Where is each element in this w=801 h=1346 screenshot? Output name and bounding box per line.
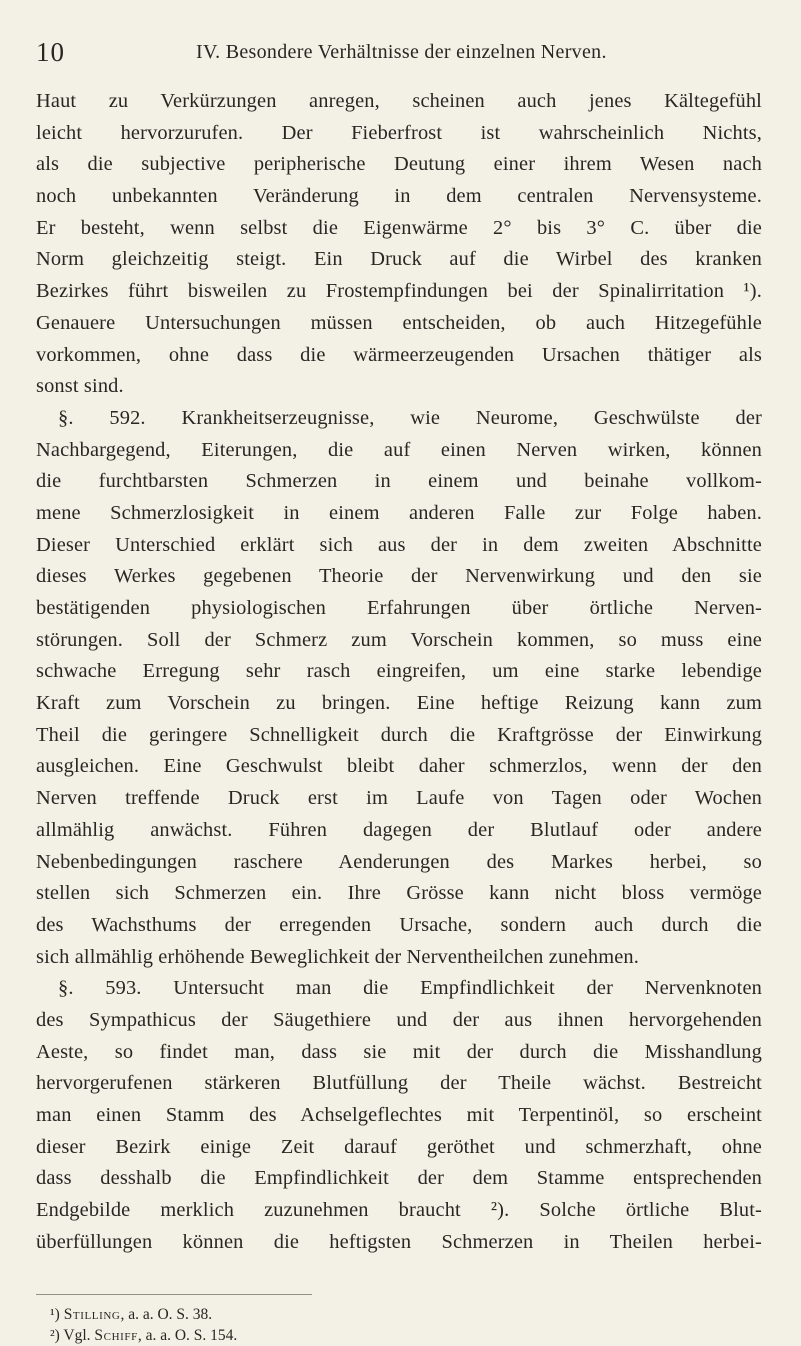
- text-line: Norm gleichzeitig steigt. Ein Druck auf die Wirbel des kranken: [36, 248, 762, 271]
- text-line: hervorgerufenen stärkeren Blutfüllung der Theile wächst. Bestreicht: [36, 1072, 762, 1095]
- text-line: dieser Bezirk einige Zeit darauf geröthet und schmerzhaft, ohne: [36, 1135, 762, 1158]
- text-line: Nachbargegend, Eiterungen, die auf einen Nerven wirken, können: [36, 438, 762, 461]
- text-line: dieses Werkes gegebenen Theorie der Nervenwirkung und den sie: [36, 565, 762, 588]
- text-line: schwache Erregung sehr rasch eingreifen, um eine starke lebendige: [36, 660, 762, 683]
- text-line: Dieser Unterschied erklärt sich aus der in dem zweiten Abschnitte: [36, 533, 762, 556]
- text-line: Endgebilde merklich zuzunehmen braucht ²). Solche örtliche Blut-: [36, 1199, 762, 1222]
- text-line: die furchtbarsten Schmerzen in einem und beinahe vollkom-: [36, 470, 762, 493]
- text-line: leicht hervorzurufen. Der Fieberfrost ist wahrscheinlich Nichts,: [36, 121, 762, 144]
- text-line: Aeste, so findet man, dass sie mit der durch die Misshandlung: [36, 1040, 762, 1063]
- footnote-marker: ²): [50, 1327, 60, 1344]
- text-line: störungen. Soll der Schmerz zum Vorschein kommen, so muss eine: [36, 628, 762, 651]
- footnote-2: [50, 1325, 750, 1346]
- text-line: Er besteht, wenn selbst die Eigenwärme 2° bis 3° C. über die: [36, 216, 762, 239]
- text-line: ausgleichen. Eine Geschwulst bleibt daher schmerzlos, wenn der den: [36, 755, 762, 778]
- page-number: 10: [36, 37, 65, 67]
- running-head: IV. Besondere Verhältnisse der einzelnen Nerven.: [196, 41, 607, 63]
- text-line: Genauere Untersuchungen müssen entscheiden, ob auch Hitzegefühle: [36, 311, 762, 334]
- footnote-author: Stilling: [63, 1306, 121, 1323]
- text-line: Nebenbedingungen raschere Aenderungen des Markes herbei, so: [36, 850, 762, 873]
- body-text: [36, 86, 762, 1258]
- text-line: Haut zu Verkürzungen anregen, scheinen auch jenes Kältegefühl: [36, 90, 762, 112]
- text-line: Nerven treffende Druck erst im Laufe von Tagen oder Wochen: [36, 787, 762, 810]
- text-line: des Wachsthums der erregenden Ursache, sondern auch durch die: [36, 913, 762, 936]
- text-line: noch unbekannten Veränderung in dem centralen Nervensysteme.: [36, 185, 762, 208]
- text-line: Theil die geringere Schnelligkeit durch die Kraftgrösse der Einwirkung: [36, 723, 762, 746]
- text-line: mene Schmerzlosigkeit in einem anderen Falle zur Folge haben.: [36, 501, 762, 524]
- footnote-divider: [36, 1294, 312, 1295]
- footnote-marker: ¹): [50, 1306, 60, 1323]
- footnote-text: , a. a. O. S. 38.: [120, 1306, 213, 1323]
- text-line: überfüllungen können die heftigsten Schmerzen in Theilen herbei-: [36, 1230, 762, 1253]
- text-line: allmählig anwächst. Führen dagegen der Blutlauf oder andere: [36, 818, 762, 841]
- text-line: dass desshalb die Empfindlichkeit der dem Stamme entsprechenden: [36, 1167, 762, 1190]
- footnote-1: [50, 1304, 750, 1325]
- text-line: stellen sich Schmerzen ein. Ihre Grösse kann nicht bloss vermöge: [36, 882, 762, 905]
- text-line: als die subjective peripherische Deutung einer ihrem Wesen nach: [36, 153, 762, 176]
- footnote-author: Schiff: [94, 1327, 138, 1344]
- text-line: man einen Stamm des Achselgeflechtes mit Terpentinöl, so erscheint: [36, 1104, 762, 1126]
- text-line: des Sympathicus der Säugethiere und der aus ihnen hervorgehenden: [36, 1008, 762, 1031]
- paragraph-592-start: §. 592. Krankheitserzeugnisse, wie Neurome, Geschwülste der: [58, 406, 762, 429]
- footnotes: [50, 1304, 750, 1346]
- text-line: sonst sind.: [36, 375, 124, 398]
- text-line: sich allmählig erhöhende Beweglichkeit der Nerventheilchen zunehmen.: [36, 945, 640, 968]
- paragraph-593-start: §. 593. Untersucht man die Empfindlichkeit der Nervenknoten: [58, 977, 762, 1000]
- footnote-prefix: Vgl.: [63, 1327, 95, 1344]
- text-line: Kraft zum Vorschein zu bringen. Eine heftige Reizung kann zum: [36, 692, 762, 715]
- text-line: vorkommen, ohne dass die wärmeerzeugenden Ursachen thätiger als: [36, 343, 762, 366]
- footnote-text: , a. a. O. S. 154.: [137, 1327, 238, 1344]
- text-line: bestätigenden physiologischen Erfahrungen über örtliche Nerven-: [36, 597, 762, 619]
- text-line: Bezirkes führt bisweilen zu Frostempfindungen bei der Spinalirritation ¹).: [36, 280, 762, 303]
- page-header: [36, 34, 761, 70]
